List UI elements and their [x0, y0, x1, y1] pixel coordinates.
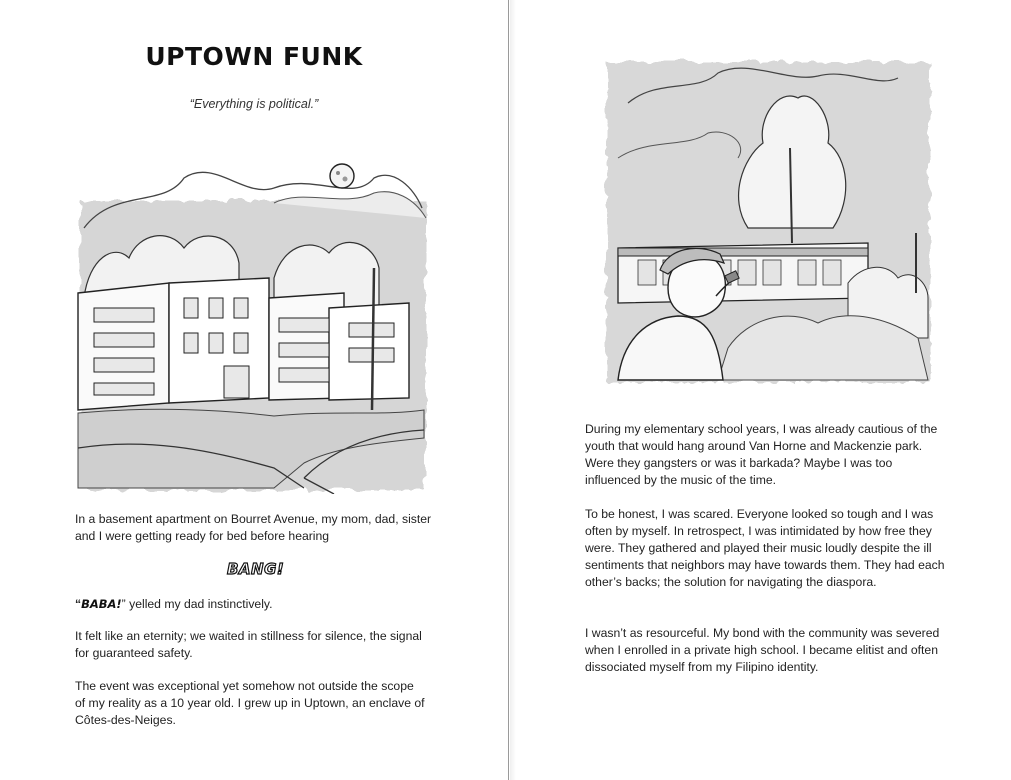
- page-gutter: [508, 0, 509, 780]
- chapter-title: UPTOWN FUNK: [145, 42, 363, 71]
- right-page: [510, 0, 1011, 780]
- shout-line: [75, 596, 435, 613]
- right-paragraph-1: During my elementary school years, I was already cautious of the youth that would hang around Van Horne and Mackenzie park. Were they gangsters or was it barkada? Maybe I was too influenced by the music of the time.: [585, 422, 938, 487]
- apartment-buildings-illustration: [74, 148, 430, 494]
- right-paragraph-2: To be honest, I was scared. Everyone looked so tough and I was often by myself. In retrospect, I was intimidated by how free they were. They gathered and played their music loudly despite the ill sentiments that neighbors may have towards them. They had each other’s backs; the solution for navigating the diaspora.: [585, 507, 945, 589]
- moon-icon: [330, 164, 354, 188]
- shout-word: BABA!: [81, 597, 122, 611]
- left-paragraph-1: In a basement apartment on Bourret Avenue, my mom, dad, sister and I were getting ready for bed before hearing: [75, 512, 432, 543]
- epigraph: “Everything is political.”: [189, 97, 319, 111]
- shout-rest: ” yelled my dad instinctively.: [121, 597, 273, 611]
- gutter-shade: [510, 0, 516, 780]
- right-paragraph-3: I wasn’t as resourceful. My bond with the community was severed when I enrolled in a private high school. I became elitist and often dissociated myself from my Filipino identity.: [585, 626, 940, 674]
- shout-open-quote: “: [75, 597, 82, 611]
- left-paragraph-3: The event was exceptional yet somehow not outside the scope of my reality as a 10 year old. I grew up in Uptown, an enclave of Côtes-des-Neiges.: [75, 679, 425, 727]
- sound-effect-bang: BANG!: [227, 560, 285, 578]
- left-paragraph-2: It felt like an eternity; we waited in stillness for silence, the signal for guaranteed safety.: [75, 629, 422, 660]
- boy-in-park-illustration: [598, 48, 934, 384]
